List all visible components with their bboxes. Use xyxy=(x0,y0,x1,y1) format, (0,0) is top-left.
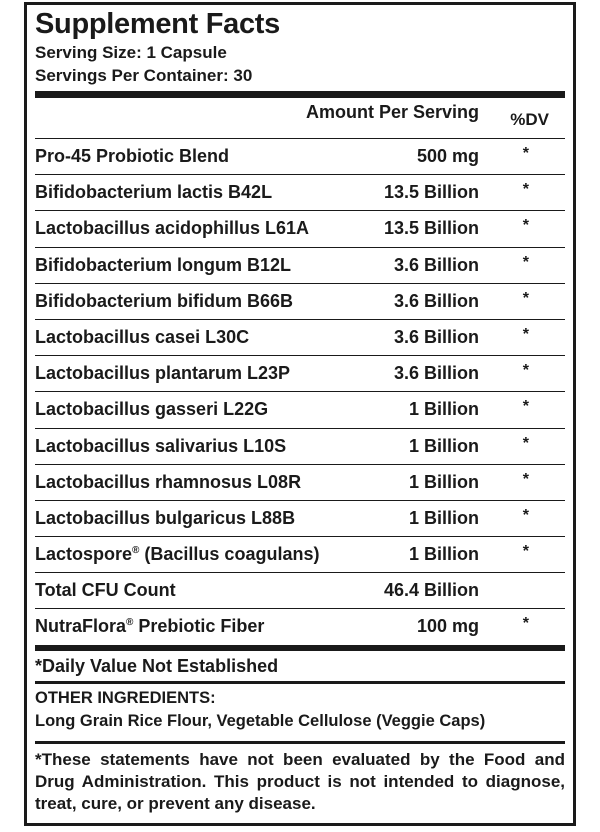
ingredient-dv: * xyxy=(522,362,529,380)
ingredient-dv: * xyxy=(522,325,529,343)
ingredient-name: Lactobacillus casei L30C xyxy=(35,326,250,347)
ingredient-dv: * xyxy=(522,253,529,271)
table-row xyxy=(35,138,565,174)
ingredient-name: Lactobacillus acidophillus L61A xyxy=(35,218,310,239)
registered-mark: ® xyxy=(132,545,140,557)
dv-footnote: *Daily Value Not Established xyxy=(35,655,279,676)
ingredient-amount: 100 mg xyxy=(416,616,479,637)
dv-header: %DV xyxy=(510,110,549,129)
ingredient-dv: * xyxy=(522,289,529,307)
ingredient-amount: 13.5 Billion xyxy=(383,218,479,239)
ingredient-name: NutraFlora® Prebiotic Fiber xyxy=(35,616,265,637)
ingredient-amount: 13.5 Billion xyxy=(383,182,479,203)
fda-disclaimer: *These statements have not been evaluated by the Food and Drug Administration. This product is not intended to diagnose, treat, cure, or prevent any disease. xyxy=(35,749,565,813)
ingredient-name: Bifidobacterium longum B12L xyxy=(35,254,292,275)
ingredient-name: Pro-45 Probiotic Blend xyxy=(35,146,230,166)
ingredient-dv: * xyxy=(522,217,529,235)
ingredient-amount: 46.4 Billion xyxy=(383,580,479,601)
serving-size: Serving Size: 1 Capsule xyxy=(35,43,227,62)
ingredient-amount: 3.6 Billion xyxy=(393,290,479,311)
table-row xyxy=(35,500,565,536)
ingredient-dv: * xyxy=(522,506,529,524)
ingredient-dv: * xyxy=(522,398,529,416)
ingredient-name: Bifidobacterium bifidum B66B xyxy=(35,290,294,311)
table-row xyxy=(35,391,565,427)
table-row xyxy=(35,319,565,355)
ingredient-name: Bifidobacterium lactis B42L xyxy=(35,182,273,203)
ingredient-name: Lactobacillus gasseri L22G xyxy=(35,399,269,420)
ingredient-name: Lactobacillus plantarum L23P xyxy=(35,363,291,384)
table-row xyxy=(35,536,565,572)
other-ingredients-heading: OTHER INGREDIENTS: xyxy=(35,688,216,707)
supplement-facts-panel xyxy=(24,2,576,826)
panel-title: Supplement Facts xyxy=(35,8,280,40)
amount-header: Amount Per Serving xyxy=(305,102,479,122)
ingredient-amount: 500 mg xyxy=(416,146,479,166)
ingredient-amount: 1 Billion xyxy=(408,399,479,420)
ingredient-amount: 3.6 Billion xyxy=(393,363,479,384)
ingredient-amount: 3.6 Billion xyxy=(393,326,479,347)
ingredient-amount: 3.6 Billion xyxy=(393,254,479,275)
ingredient-dv: * xyxy=(522,145,529,162)
ingredient-dv: * xyxy=(522,615,529,633)
other-ingredients-text: Long Grain Rice Flour, Vegetable Cellulose (Veggie Caps) xyxy=(35,711,486,730)
ingredient-name: Lactobacillus rhamnosus L08R xyxy=(35,471,302,492)
ingredient-dv: * xyxy=(522,434,529,452)
column-header xyxy=(35,98,565,138)
ingredient-name: Lactobacillus salivarius L10S xyxy=(35,435,287,456)
table-row xyxy=(35,464,565,500)
registered-mark: ® xyxy=(126,617,134,629)
ingredient-amount: 1 Billion xyxy=(408,435,479,456)
table-row xyxy=(35,428,565,464)
table-row xyxy=(35,355,565,391)
ingredient-name: Lactospore® (Bacillus coagulans) xyxy=(35,544,320,565)
servings-per-container: Servings Per Container: 30 xyxy=(35,66,253,85)
other-ingredients xyxy=(35,684,565,741)
thick-divider xyxy=(35,91,565,98)
table-row xyxy=(35,174,565,210)
panel-content xyxy=(35,5,565,815)
table-row xyxy=(35,608,565,644)
table-row xyxy=(35,283,565,319)
table-row xyxy=(35,572,565,608)
ingredient-table xyxy=(35,138,565,645)
ingredient-name: Lactobacillus bulgaricus L88B xyxy=(35,507,296,528)
ingredient-name: Total CFU Count xyxy=(35,580,176,601)
ingredient-dv: * xyxy=(522,470,529,488)
ingredient-dv: * xyxy=(522,543,529,561)
table-row xyxy=(35,210,565,246)
table-row xyxy=(35,247,565,283)
ingredient-dv: * xyxy=(522,181,529,199)
ingredient-amount: 1 Billion xyxy=(408,471,479,492)
ingredient-amount: 1 Billion xyxy=(408,507,479,528)
ingredient-amount: 1 Billion xyxy=(408,544,479,565)
